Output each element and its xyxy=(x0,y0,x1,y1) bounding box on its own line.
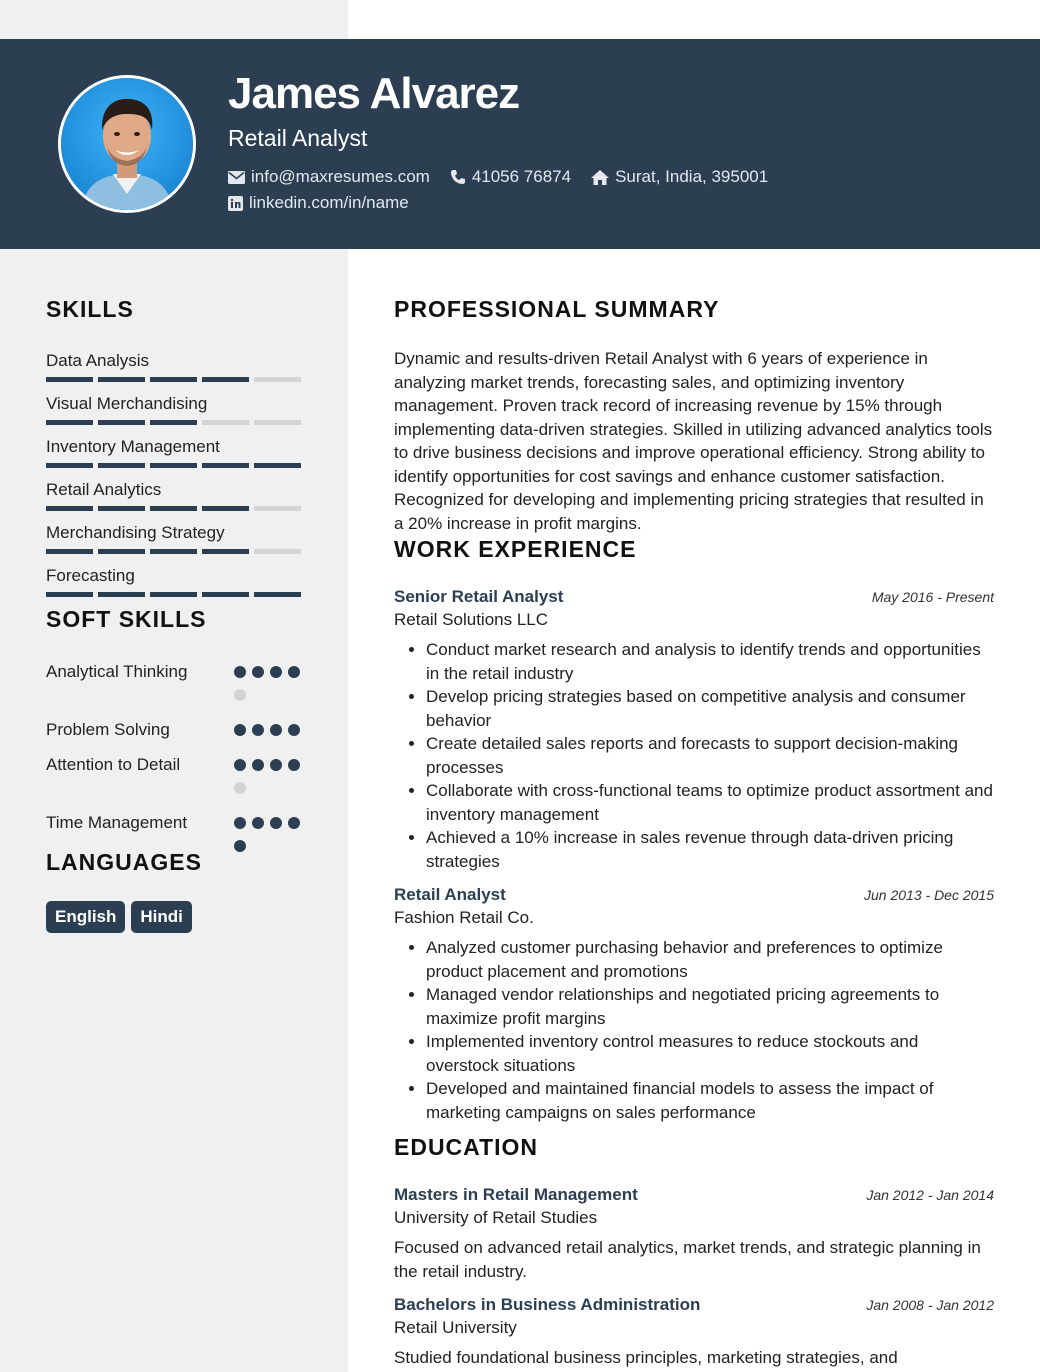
job-bullets xyxy=(394,936,994,1124)
contact-email[interactable] xyxy=(228,167,430,187)
job-title: Retail Analyst xyxy=(394,885,506,904)
rating-dot xyxy=(270,759,282,771)
skill-level-segment xyxy=(150,506,197,511)
soft-skills-list xyxy=(46,660,306,863)
skills-title: SKILLS xyxy=(46,296,134,322)
bullet-item: • Achieved a 10% increase in sales revenue through data-driven pricing strategies xyxy=(426,826,994,873)
education-header xyxy=(394,1295,994,1315)
skill-level-segment xyxy=(46,463,93,468)
contact-phone[interactable] xyxy=(450,167,571,187)
bullet-item: • Collaborate with cross-functional teams to optimize product assortment and inventory management xyxy=(426,779,994,826)
skill-level-segment xyxy=(254,377,301,382)
languages-list xyxy=(46,901,306,933)
summary-title: PROFESSIONAL SUMMARY xyxy=(394,296,720,322)
education-description: Studied foundational business principles, marketing strategies, and xyxy=(394,1348,898,1367)
skill-item xyxy=(46,394,306,425)
candidate-role: Retail Analyst xyxy=(228,125,368,151)
company-name: Retail Solutions LLC xyxy=(394,610,549,629)
degree-title: Masters in Retail Management xyxy=(394,1185,638,1204)
job-dates: May 2016 - Present xyxy=(871,589,994,605)
skill-level-segment xyxy=(46,549,93,554)
bullet-item: • Developed and maintained financial models to assess the impact of marketing campaigns on sales performance xyxy=(426,1077,994,1124)
profile-photo xyxy=(58,75,196,213)
rating-dot xyxy=(252,817,264,829)
skill-item xyxy=(46,523,306,554)
soft-skill-rating xyxy=(234,660,306,712)
jobs-list xyxy=(394,587,994,1124)
languages-title: LANGUAGES xyxy=(46,849,202,875)
education-entry xyxy=(394,1295,994,1370)
degree-title: Bachelors in Business Administration xyxy=(394,1295,701,1314)
skill-level-segment xyxy=(202,463,249,468)
soft-skill-rating xyxy=(234,753,306,805)
bullet-item: • Managed vendor relationships and negotiated pricing agreements to maximize profit margins xyxy=(426,983,994,1030)
languages-section xyxy=(46,849,306,933)
skill-level-segment xyxy=(254,463,301,468)
rating-dot xyxy=(252,759,264,771)
education-section xyxy=(394,1134,994,1370)
skill-level-segment xyxy=(202,506,249,511)
rating-dot xyxy=(252,666,264,678)
skill-level-segment xyxy=(98,549,145,554)
soft-skills-section xyxy=(46,606,306,869)
education-dates: Jan 2008 - Jan 2012 xyxy=(866,1297,994,1313)
skills-list xyxy=(46,351,306,597)
bullet-item: • Develop pricing strategies based on competitive analysis and consumer behavior xyxy=(426,685,994,732)
rating-dot xyxy=(234,724,246,736)
phone-text: 41056 76874 xyxy=(471,167,572,186)
soft-skill-name: Analytical Thinking xyxy=(46,662,188,681)
skill-item xyxy=(46,480,306,511)
skill-level-segment xyxy=(150,549,197,554)
job-bullets xyxy=(394,638,994,873)
rating-dot xyxy=(288,759,300,771)
rating-dot xyxy=(234,689,246,701)
rating-dot xyxy=(234,782,246,794)
soft-skill-item xyxy=(46,718,306,747)
summary-text: Dynamic and results-driven Retail Analyst with 6 years of experience in analyzing market trends, forecasting sales, and optimizing inventory management. Proven track record of increasing revenue by 15% through implementing data-driven strategies. Skilled in utilizing advanced analytics tools to drive business decisions and improve operational efficiency. Strong ability to identify opportunities for cost savings and enhance customer satisfaction. Recognized for developing and implementing pricing strategies that resulted in a 20% increase in profit margins. xyxy=(394,349,993,533)
skill-level-segment xyxy=(254,506,301,511)
contact-location xyxy=(591,167,768,187)
bullet-item: • Implemented inventory control measures to reduce stockouts and overstock situations xyxy=(426,1030,994,1077)
skill-item xyxy=(46,437,306,468)
skill-level-segment xyxy=(254,592,301,597)
location-text: Surat, India, 395001 xyxy=(615,167,769,186)
skill-level-bar xyxy=(46,377,306,382)
skill-level-segment xyxy=(46,420,93,425)
job-header xyxy=(394,885,994,905)
experience-title: WORK EXPERIENCE xyxy=(394,536,637,562)
soft-skill-item xyxy=(46,753,306,805)
bullet-item: • Conduct market research and analysis to identify trends and opportunities in the retail industry xyxy=(426,638,994,685)
rating-dot xyxy=(270,817,282,829)
skill-level-segment xyxy=(202,420,249,425)
phone-icon xyxy=(450,169,466,185)
experience-section xyxy=(394,536,994,1124)
education-description: Focused on advanced retail analytics, market trends, and strategic planning in the retail industry. xyxy=(394,1238,981,1281)
skill-level-segment xyxy=(202,549,249,554)
resume-header xyxy=(0,39,1040,249)
skill-level-bar xyxy=(46,592,306,597)
skill-level-segment xyxy=(46,377,93,382)
rating-dot xyxy=(288,817,300,829)
linkedin-icon xyxy=(228,196,243,211)
skill-level-bar xyxy=(46,463,306,468)
contact-row xyxy=(228,167,788,187)
education-entry xyxy=(394,1185,994,1283)
job-entry xyxy=(394,885,994,1124)
skill-level-segment xyxy=(46,506,93,511)
skill-level-segment xyxy=(150,420,197,425)
education-list xyxy=(394,1185,994,1370)
skill-level-segment xyxy=(98,592,145,597)
skill-level-segment xyxy=(98,377,145,382)
skill-level-segment xyxy=(254,549,301,554)
education-title: EDUCATION xyxy=(394,1134,539,1160)
skill-level-segment xyxy=(202,377,249,382)
skill-level-segment xyxy=(98,420,145,425)
skill-level-bar xyxy=(46,549,306,554)
skill-level-segment xyxy=(150,377,197,382)
bullet-item: • Create detailed sales reports and forecasts to support decision-making processes xyxy=(426,732,994,779)
soft-skills-title: SOFT SKILLS xyxy=(46,606,207,632)
skill-item xyxy=(46,566,306,597)
soft-skill-name: Attention to Detail xyxy=(46,755,181,774)
summary-section xyxy=(394,296,994,535)
skill-level-bar xyxy=(46,506,306,511)
skill-name: Data Analysis xyxy=(46,351,149,370)
contact-row-2 xyxy=(228,193,429,213)
skill-name: Merchandising Strategy xyxy=(46,523,225,542)
skill-name: Inventory Management xyxy=(46,437,220,456)
rating-dot xyxy=(288,666,300,678)
job-title: Senior Retail Analyst xyxy=(394,587,564,606)
skill-level-segment xyxy=(98,506,145,511)
language-tag: English xyxy=(46,901,125,933)
education-header xyxy=(394,1185,994,1205)
skill-name: Visual Merchandising xyxy=(46,394,208,413)
skill-level-segment xyxy=(150,592,197,597)
rating-dot xyxy=(252,724,264,736)
company-name: Fashion Retail Co. xyxy=(394,908,534,927)
skill-level-bar xyxy=(46,420,306,425)
rating-dot xyxy=(270,666,282,678)
envelope-icon xyxy=(228,171,245,184)
skill-level-segment xyxy=(254,420,301,425)
job-dates: Jun 2013 - Dec 2015 xyxy=(864,887,994,903)
rating-dot xyxy=(270,724,282,736)
skill-name: Forecasting xyxy=(46,566,135,585)
linkedin-text: linkedin.com/in/name xyxy=(249,193,409,212)
skill-level-segment xyxy=(98,463,145,468)
job-header xyxy=(394,587,994,607)
soft-skill-name: Time Management xyxy=(46,813,188,832)
candidate-name: James Alvarez xyxy=(228,69,520,118)
school-name: University of Retail Studies xyxy=(394,1208,598,1227)
home-icon xyxy=(591,170,609,185)
soft-skill-item xyxy=(46,660,306,712)
soft-skill-name: Problem Solving xyxy=(46,720,170,739)
skill-level-segment xyxy=(46,592,93,597)
skill-level-segment xyxy=(202,592,249,597)
skills-section xyxy=(46,296,306,597)
rating-dot xyxy=(234,759,246,771)
language-tag: Hindi xyxy=(131,901,192,933)
rating-dot xyxy=(234,817,246,829)
rating-dot xyxy=(234,666,246,678)
soft-skill-rating xyxy=(234,718,306,747)
school-name: Retail University xyxy=(394,1318,517,1337)
skill-name: Retail Analytics xyxy=(46,480,162,499)
bullet-item: • Analyzed customer purchasing behavior and preferences to optimize product placement and promotions xyxy=(426,936,994,983)
job-entry xyxy=(394,587,994,873)
skill-item xyxy=(46,351,306,382)
contact-linkedin[interactable] xyxy=(228,193,409,213)
rating-dot xyxy=(288,724,300,736)
skill-level-segment xyxy=(150,463,197,468)
email-text: info@maxresumes.com xyxy=(251,167,430,186)
education-dates: Jan 2012 - Jan 2014 xyxy=(866,1187,994,1203)
